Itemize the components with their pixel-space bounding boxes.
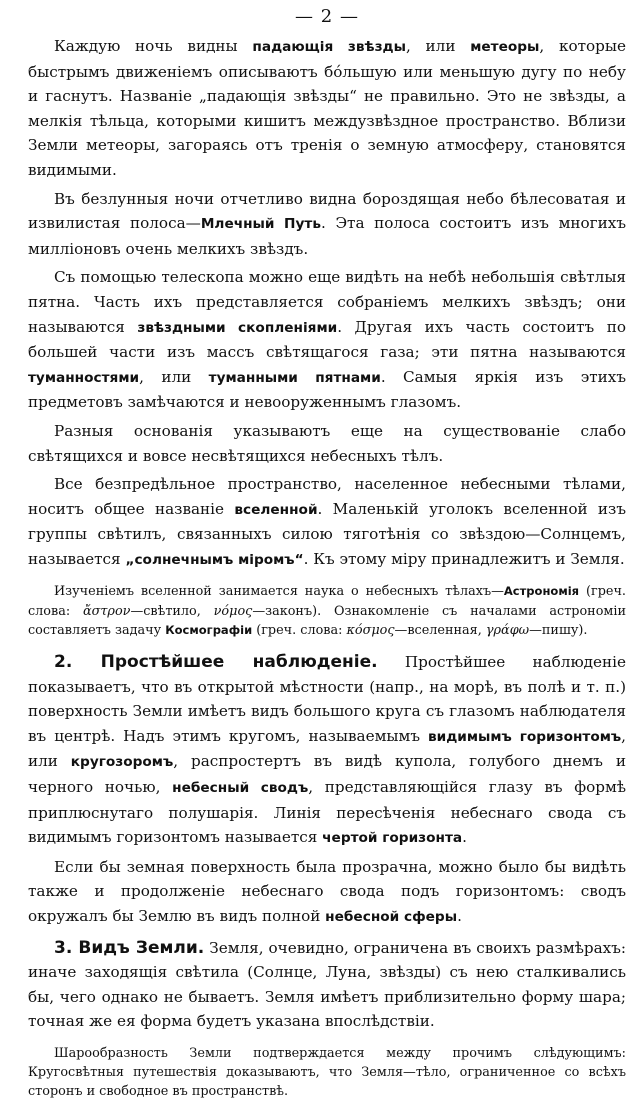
text: —пишу). <box>529 622 588 638</box>
term: падающія звѣзды <box>252 39 406 55</box>
text: —свѣтило, <box>130 603 214 619</box>
text: Изученіемъ вселенной занимается наука о небесныхъ тѣлахъ— <box>54 584 504 600</box>
paragraph-milky-way <box>28 187 626 262</box>
text: . Другая ихъ часть состоитъ по большей части изъ массъ свѣтящагося газа; эти пятна называются <box>28 317 626 362</box>
text: , распростертъ въ видѣ купола, голубого днемъ и черного ночью, <box>28 752 626 797</box>
term: Космографіи <box>165 622 253 637</box>
term: видимымъ горизонтомъ <box>427 728 622 745</box>
term: метеоры <box>470 39 540 55</box>
text: , которые быстрымъ движеніемъ описываютъ бóльшую или меньшую дугу по небу и гаснутъ. Названіе „падающія звѣзды“ не правильно. Это не звѣзды, а мелкія тѣльца, которыми кишитъ междузвѣздное пространство. Вблизи Земли метеоры, загораясь отъ тренія о земную атмосферу, становятся видимыми. <box>28 37 626 179</box>
text: . Къ этому міру принадлежитъ и Земля. <box>303 549 625 568</box>
text: , представляющійся глазу въ формѣ приплюснутаго полушарія. Линія пересѣченія небеснаго свода съ видимымъ горизонтомъ называется <box>28 778 626 847</box>
text: Съ помощью телескопа можно еще видѣть на небѣ небольшія свѣтлыя пятна. Часть ихъ представляется собраніемъ мелкихъ звѣздъ; они называются <box>28 268 626 336</box>
text: —законъ). Ознакомленіе съ началами астрономіи составляетъ задачу <box>28 603 626 638</box>
section-earth-shape <box>28 936 626 1034</box>
section-simplest-observation <box>28 650 626 851</box>
term: вселенной <box>234 501 318 518</box>
text: , или <box>405 37 471 55</box>
term: „солнечнымъ міромъ“ <box>125 551 304 568</box>
section-heading: 2. Простѣйшее наблюденіе. <box>54 652 378 673</box>
text: Въ безлунныя ночи отчетливо видна бороздящая небо бѣлесоватая и извилистая полоса— <box>28 189 626 233</box>
term: Астрономія <box>503 584 580 599</box>
text: Разныя основанія указываютъ еще на существованіе слабо свѣтящихся и вовсе несвѣтящихся небесныхъ тѣлъ. <box>28 421 626 465</box>
text: Каждую ночь видны <box>54 37 253 55</box>
text: Шарообразность Земли подтверждается между прочимъ слѣдующимъ: Кругосвѣтныя путешествія доказываютъ, что Земля—тѣло, ограниченное со всѣхъ сторонъ и свободное въ пространствѣ. <box>28 1045 626 1100</box>
term: звѣздными скопленіями <box>137 319 338 336</box>
note-astronomy <box>28 582 626 640</box>
text: (греч. слова: <box>28 584 626 619</box>
text: —вселенная, <box>394 622 486 638</box>
paragraph-nebulae <box>28 265 626 415</box>
section-heading: 3. Видъ Земли. <box>54 937 205 958</box>
text: . Маленькій уголокъ вселенной изъ группы свѣтилъ, связанныхъ силою тяготѣнія со звѣздою—Солнцемъ, называется <box>28 499 626 568</box>
page-number: — 2 — <box>295 6 359 27</box>
term: Млечный Путь <box>200 216 321 233</box>
term: туманными пятнами <box>208 369 381 386</box>
term: туманностями <box>28 369 140 386</box>
text: . <box>462 828 467 847</box>
term: чертой горизонта <box>322 830 463 847</box>
text: , или <box>139 367 209 386</box>
text: , или <box>28 726 626 771</box>
text: Земля, очевидно, ограничена въ своихъ размѣрахъ: иначе заходящія свѣтила (Солнце, Луна, звѣзды) съ нею сталкивались бы, чего однако не бываетъ. Земля имѣетъ приблизительно форму шара; точная же ея форма будетъ указана впослѣдствіи. <box>28 938 626 1031</box>
paragraph-universe <box>28 472 626 572</box>
text: Если бы земная поверхность была прозрачна, можно было бы видѣть также и продолженіе небеснаго свода подъ горизонтомъ: сводъ окружалъ бы Землю въ видъ полной <box>28 857 626 926</box>
text: . Самыя яркія изъ этихъ предметовъ замѣчаются и невооруженнымъ глазомъ. <box>28 367 626 412</box>
paragraph-dark-bodies <box>28 419 626 468</box>
greek-word: ἄστρον <box>82 603 131 619</box>
text: Простѣйшее наблюденіе показываетъ, что въ открытой мѣстности (напр., на морѣ, въ полѣ и т. п.) поверхность Земли имѣетъ видъ большого круга съ глазомъ наблюдателя въ центрѣ. Надъ этимъ кругомъ, называемымъ <box>28 653 626 745</box>
term: кругозоромъ <box>70 754 174 771</box>
paragraph-meteors <box>28 34 626 183</box>
paragraph-celestial-sphere <box>28 855 626 930</box>
text: . <box>457 907 462 926</box>
text: Все безпредѣльное пространство, населенное небесными тѣлами, носитъ общее названіе <box>28 475 626 518</box>
term: небесный сводъ <box>172 780 309 797</box>
greek-word: νόμος <box>213 603 253 619</box>
note-sphericity <box>28 1044 626 1102</box>
text: . Эта полоса состоитъ изъ многихъ миллiоновъ очень мелкихъ звѣздъ. <box>28 214 626 258</box>
greek-word: κόσμος <box>346 622 395 638</box>
text: (греч. слова: <box>252 622 347 638</box>
greek-word: γράφω <box>485 622 530 638</box>
term: небесной сферы <box>325 909 458 926</box>
